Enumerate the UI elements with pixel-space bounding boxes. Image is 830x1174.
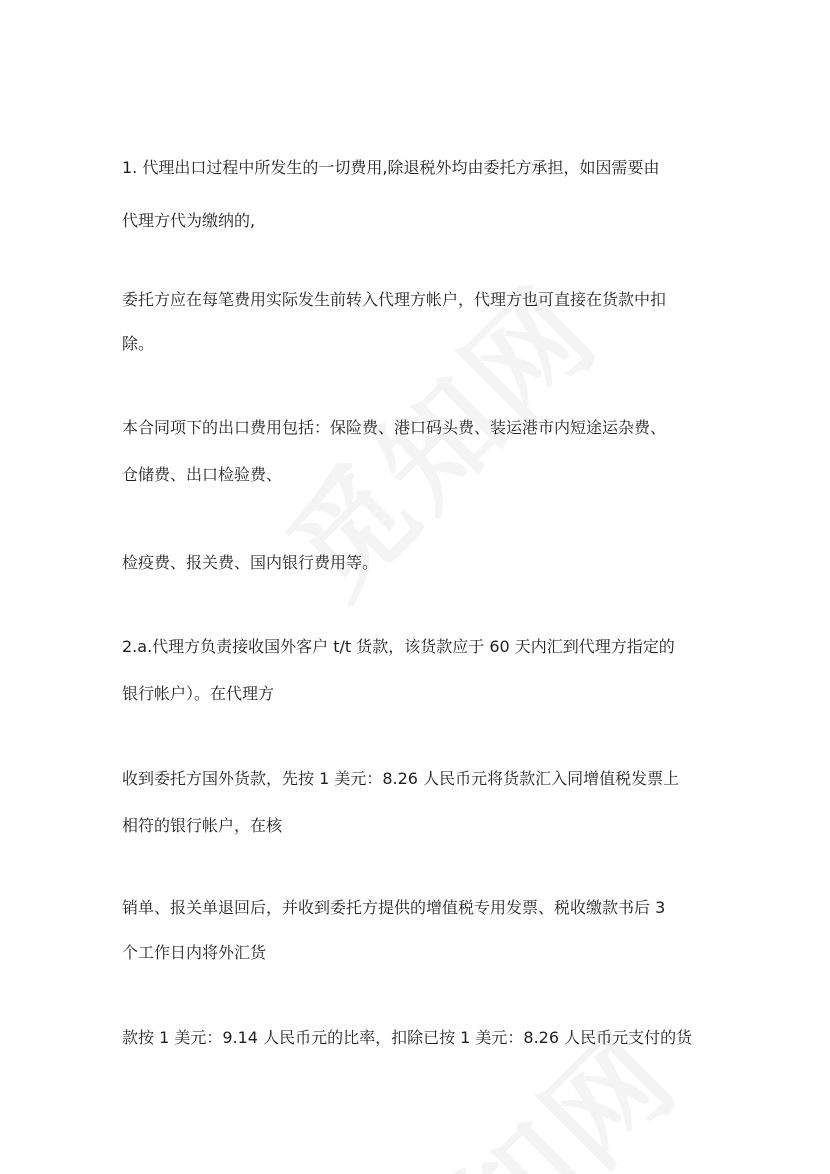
text-line: 仓储费、出口检验费、 [122, 465, 283, 484]
text-line: 2.a.代理方负责接收国外客户 t/t 货款，该货款应于 60 天内汇到代理方指定的 [122, 637, 675, 656]
text-line: 款按 1 美元：9.14 人民币元的比率，扣除已按 1 美元：8.26 人民币元支付的货 [122, 1028, 693, 1047]
watermark [324, 988, 707, 1174]
text-line: 委托方应在每笔费用实际发生前转入代理方帐户，代理方也可直接在货款中扣 [122, 290, 667, 309]
text-line: 检疫费、报关费、国内银行费用等。 [122, 553, 379, 572]
text-line: 1. 代理出口过程中所发生的一切费用,除退税外均由委托方承担，如因需要由 [122, 158, 660, 177]
text-line: 个工作日内将外汇货 [122, 943, 267, 962]
text-line: 相符的银行帐户，在核 [122, 816, 283, 835]
text-line: 收到委托方国外货款，先按 1 美元：8.26 人民币元将货款汇入同增值税发票上 [122, 769, 680, 788]
text-line: 本合同项下的出口费用包括：保险费、港口码头费、装运港市内短途运杂费、 [122, 418, 667, 437]
text-line: 销单、报关单退回后，并收到委托方提供的增值税专用发票、税收缴款书后 3 [122, 898, 666, 917]
text-line: 银行帐户）。在代理方 [122, 684, 275, 703]
text-line: 代理方代为缴纳的, [122, 211, 256, 230]
text-line: 除。 [122, 334, 155, 353]
